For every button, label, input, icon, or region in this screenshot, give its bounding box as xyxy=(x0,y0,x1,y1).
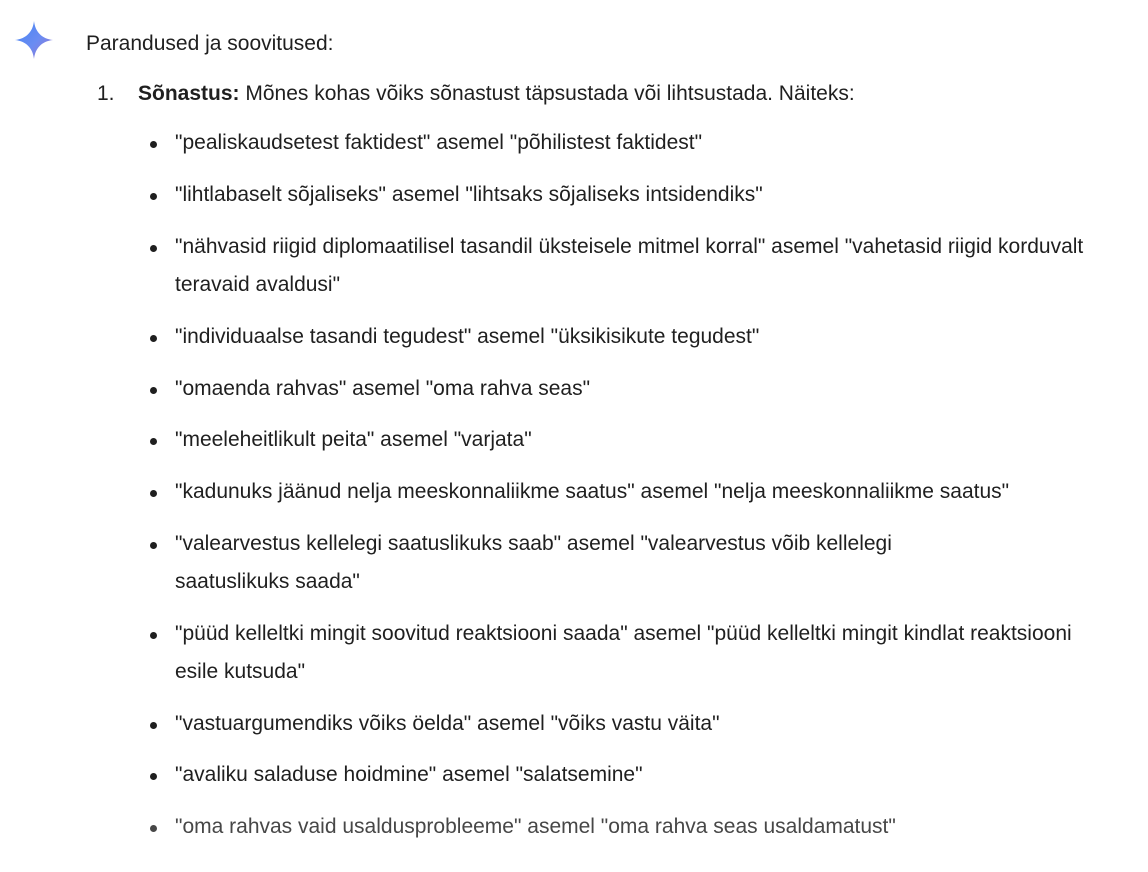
suggestion-text: "kadunuks jäänud nelja meeskonnaliikme saatus" asemel "nelja meeskonnaliikme saatus" xyxy=(175,480,1010,503)
suggestion-text: "omaenda rahvas" asemel "oma rahva seas" xyxy=(175,377,591,400)
bullet-icon xyxy=(150,722,157,729)
bullet-icon xyxy=(150,542,157,549)
list-number: 1. xyxy=(97,82,115,105)
section-title: Sõnastus: xyxy=(138,82,240,105)
suggestion-text: "vastuargumendiks võiks öelda" asemel "võiks vastu väita" xyxy=(175,712,720,735)
list-item-text xyxy=(138,80,855,108)
suggestion-text: "avaliku saladuse hoidmine" asemel "salatsemine" xyxy=(175,763,643,786)
bullet-icon xyxy=(150,193,157,200)
bullet-icon xyxy=(150,438,157,445)
bullet-icon xyxy=(150,141,157,148)
bullet-icon xyxy=(150,387,157,394)
suggestion-text: "oma rahvas vaid usaldusprobleeme" asemel "oma rahva seas usaldamatust" xyxy=(175,815,896,838)
suggestion-text: "individuaalse tasandi tegudest" asemel "üksikisikute tegudest" xyxy=(175,325,760,348)
bullet-icon xyxy=(150,335,157,342)
gemini-sparkle-icon xyxy=(14,20,54,60)
suggestion-text: "nähvasid riigid diplomaatilisel tasandil üksteisele mitmel korral" asemel "vahetasid riigid korduvalt teravaid avaldusi" xyxy=(175,235,1084,296)
section-description: Mõnes kohas võiks sõnastust täpsustada või lihtsustada. Näiteks: xyxy=(239,82,855,105)
bullet-icon xyxy=(150,632,157,639)
suggestion-text: "valearvestus kellelegi saatuslikuks saab" asemel "valearvestus võib kellelegi saatuslikuks saada" xyxy=(175,532,892,593)
bullet-icon xyxy=(150,773,157,780)
bullet-icon xyxy=(150,490,157,497)
suggestion-text: "meeleheitlikult peita" asemel "varjata" xyxy=(175,428,532,451)
suggestion-text: "pealiskaudsetest faktidest" asemel "põhilistest faktidest" xyxy=(175,131,703,154)
suggestion-text: "püüd kelleltki mingit soovitud reaktsiooni saada" asemel "püüd kelleltki mingit kindlat reaktsiooni esile kutsuda" xyxy=(175,622,1072,683)
suggestion-text: "lihtlabaselt sõjaliseks" asemel "lihtsaks sõjaliseks intsidendiks" xyxy=(175,183,763,206)
bullet-icon xyxy=(150,245,157,252)
response-intro: Parandused ja soovitused: xyxy=(86,32,334,55)
bullet-icon xyxy=(150,825,157,832)
